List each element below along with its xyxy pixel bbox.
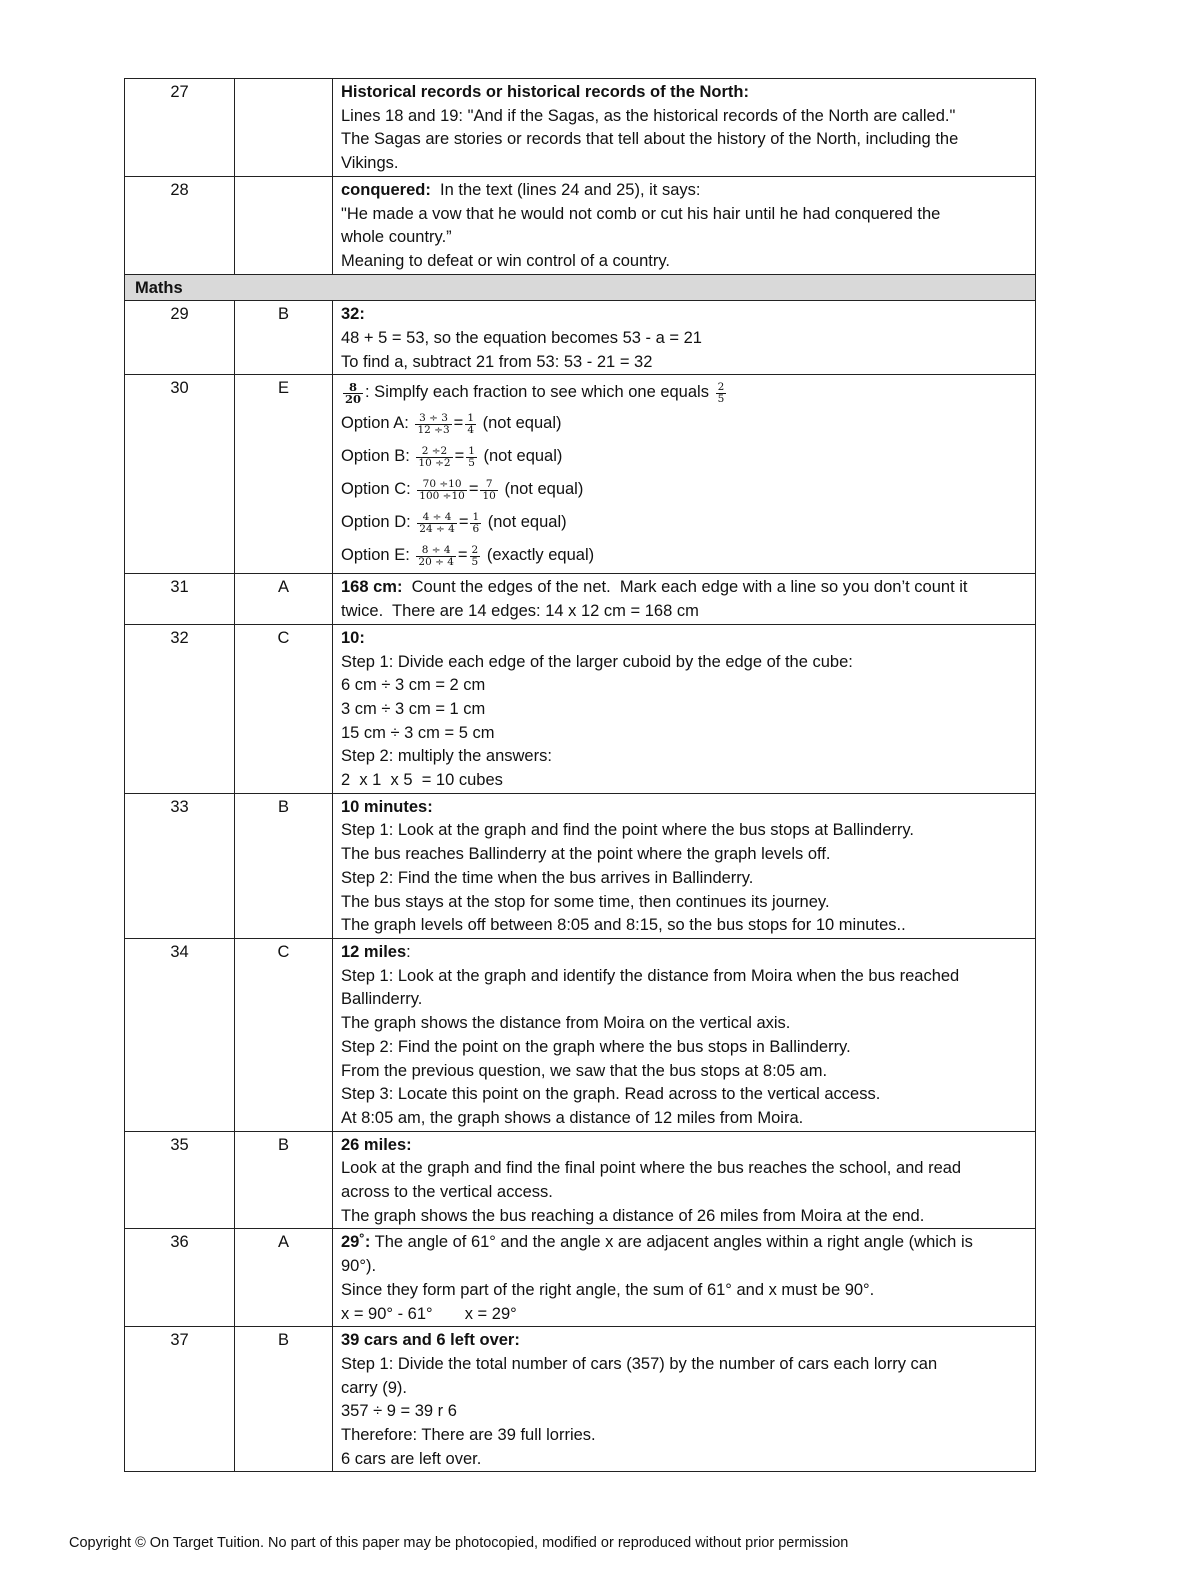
explanation-line: Since they form part of the right angle, the sum of 61° and x must be 90°. [341, 1280, 875, 1299]
answer-letter: C [235, 938, 333, 1131]
explanation-line: Therefore: There are 39 full lorries. [341, 1426, 596, 1445]
question-number: 28 [125, 176, 235, 274]
fraction: $\frac{2}{5}$ [717, 380, 725, 405]
explanation [333, 938, 1036, 1131]
question-number: 35 [125, 1131, 235, 1229]
section-header-row [125, 274, 1036, 301]
explanation-line: 6 cm ÷ 3 cm = 2 cm [341, 676, 486, 695]
question-number: 33 [125, 793, 235, 938]
table-row [125, 574, 1036, 624]
table-row [125, 79, 1036, 177]
option-line: Option C: $\frac{70 \div 10}{100 \div 10}$ = $\frac{7}{10}$ (not equal) [341, 477, 584, 502]
explanation-line: Step 3: Locate this point on the graph. Read across to the vertical access. [341, 1085, 881, 1104]
question-number: 29 [125, 301, 235, 375]
explanation [333, 624, 1036, 793]
explanation-line: The bus stays at the stop for some time, then continues its journey. [341, 892, 830, 911]
question-number: 31 [125, 574, 235, 624]
explanation [333, 375, 1036, 574]
explanation-line: 90°). [341, 1257, 377, 1276]
answer-letter: C [235, 624, 333, 793]
explanation-line: The graph levels off between 8:05 and 8:15, so the bus stops for 10 minutes.. [341, 916, 906, 935]
fraction: $\frac{8}{20}$ [345, 379, 362, 406]
question-number: 30 [125, 375, 235, 574]
option-line: Option A: $\frac{3 \div 3}{12 \div 3}$ = $\frac{1}{4}$ (not equal) [341, 411, 562, 436]
explanation-line: The graph shows the distance from Moira on the vertical axis. [341, 1014, 791, 1033]
explanation [333, 793, 1036, 938]
table-row [125, 793, 1036, 938]
table-row [125, 1229, 1036, 1327]
explanation-line: The graph shows the bus reaching a distance of 26 miles from Moira at the end. [341, 1206, 925, 1225]
explanation-line: The bus reaches Ballinderry at the point where the graph levels off. [341, 845, 831, 864]
answer-letter: A [235, 1229, 333, 1327]
explanation-line: At 8:05 am, the graph shows a distance of 12 miles from Moira. [341, 1108, 804, 1127]
explanation-line: From the previous question, we saw that the bus stops at 8:05 am. [341, 1061, 828, 1080]
explanation [333, 574, 1036, 624]
explanation-line: Lines 18 and 19: "And if the Sagas, as the historical records of the North are called." [341, 106, 956, 125]
explanation [333, 1327, 1036, 1472]
question-number: 27 [125, 79, 235, 177]
explanation [333, 1229, 1036, 1327]
explanation-line: Step 2: Find the time when the bus arrives in Ballinderry. [341, 868, 754, 887]
explanation [333, 1131, 1036, 1229]
explanation-title: 39 cars and 6 left over: [341, 1331, 520, 1350]
explanation-title: 12 miles [341, 942, 407, 961]
explanation-line: x = 90° - 61° x = 29° [341, 1304, 517, 1323]
answer-letter: E [235, 375, 333, 574]
explanation-line: twice. There are 14 edges: 14 x 12 cm = 168 cm [341, 602, 699, 621]
explanation-line: 6 cars are left over. [341, 1449, 482, 1468]
explanation-line: Step 1: Look at the graph and identify the distance from Moira when the bus reached [341, 966, 960, 985]
explanation-title-rest: : [406, 942, 411, 961]
explanation-line: The Sagas are stories or records that tell about the history of the North, including the [341, 130, 959, 149]
explanation-title: 10 minutes: [341, 797, 433, 816]
option-line: Option E: $\frac{8 \div 4}{20 \div 4}$ = $\frac{2}{5}$ (exactly equal) [341, 543, 595, 568]
table-row [125, 1131, 1036, 1229]
explanation-line: Vikings. [341, 154, 399, 173]
explanation-title: 168 cm: [341, 578, 403, 597]
explanation-line: Meaning to defeat or win control of a country. [341, 251, 670, 270]
explanation-title: 29˚: [341, 1233, 371, 1252]
explanation-line: 48 + 5 = 53, so the equation becomes 53 - a = 21 [341, 329, 702, 348]
table-row [125, 301, 1036, 375]
explanation-title: Historical records or historical records of the North: [341, 83, 750, 101]
question-number: 34 [125, 938, 235, 1131]
table-row [125, 938, 1036, 1131]
question-number: 37 [125, 1327, 235, 1472]
explanation-line: Step 1: Look at the graph and find the point where the bus stops at Ballinderry. [341, 821, 914, 840]
explanation-line: "He made a vow that he would not comb or cut his hair until he had conquered the [341, 204, 941, 223]
explanation-title: 32: [341, 305, 365, 324]
explanation-line: Look at the graph and find the final point where the bus reaches the school, and read [341, 1159, 962, 1178]
section-label: Maths [125, 274, 1036, 301]
explanation-line: 15 cm ÷ 3 cm = 5 cm [341, 723, 495, 742]
question-number: 36 [125, 1229, 235, 1327]
explanation-title: conquered: [341, 180, 431, 199]
explanation-title: 10: [341, 628, 365, 647]
answer-letter [235, 79, 333, 177]
explanation-title-rest: The angle of 61° and the angle x are adjacent angles within a right angle (which is [370, 1233, 973, 1252]
option-line: Option B: $\frac{2 \div 2}{10 \div 2}$ = $\frac{1}{5}$ (not equal) [341, 444, 563, 469]
answer-letter [235, 176, 333, 274]
answer-letter: A [235, 574, 333, 624]
explanation-line: Step 1: Divide each edge of the larger cuboid by the edge of the cube: [341, 652, 853, 671]
table-row [125, 1327, 1036, 1472]
explanation-title-rest: Count the edges of the net. Mark each edge with a line so you don’t count it [402, 578, 968, 597]
table-row [125, 176, 1036, 274]
copyright-footer: Copyright © On Target Tuition. No part of this paper may be photocopied, modified or reproduced without prior permission [69, 1535, 849, 1551]
explanation [333, 301, 1036, 375]
answer-letter: B [235, 301, 333, 375]
explanation [333, 176, 1036, 274]
explanation-line: 357 ÷ 9 = 39 r 6 [341, 1402, 457, 1421]
explanation-line: carry (9). [341, 1378, 407, 1397]
table-row [125, 375, 1036, 574]
explanation-line: across to the vertical access. [341, 1183, 553, 1202]
explanation-title: 26 miles: [341, 1135, 412, 1154]
explanation-line: Step 1: Divide the total number of cars (357) by the number of cars each lorry can [341, 1354, 938, 1373]
answer-table [124, 78, 1036, 1472]
explanation-line: Step 2: multiply the answers: [341, 747, 552, 766]
explanation-title-rest: In the text (lines 24 and 25), it says: [430, 180, 701, 199]
explanation-line: To find a, subtract 21 from 53: 53 - 21 = 32 [341, 352, 653, 371]
explanation-line: 3 cm ÷ 3 cm = 1 cm [341, 699, 486, 718]
explanation-line: Ballinderry. [341, 990, 423, 1009]
explanation-line: Step 2: Find the point on the graph where the bus stops in Ballinderry. [341, 1037, 851, 1056]
explanation-line: whole country.” [341, 228, 452, 247]
question-number: 32 [125, 624, 235, 793]
answer-letter: B [235, 1327, 333, 1472]
answer-letter: B [235, 793, 333, 938]
explanation-line: 2 x 1 x 5 = 10 cubes [341, 771, 503, 790]
option-line: Option D: $\frac{4 \div 4}{24 \div 4}$ = $\frac{1}{6}$ (not equal) [341, 510, 567, 535]
answer-letter: B [235, 1131, 333, 1229]
explanation-title-rest: : Simplfy each fraction to see which one equals [365, 383, 709, 402]
table-row [125, 624, 1036, 793]
explanation [333, 79, 1036, 177]
